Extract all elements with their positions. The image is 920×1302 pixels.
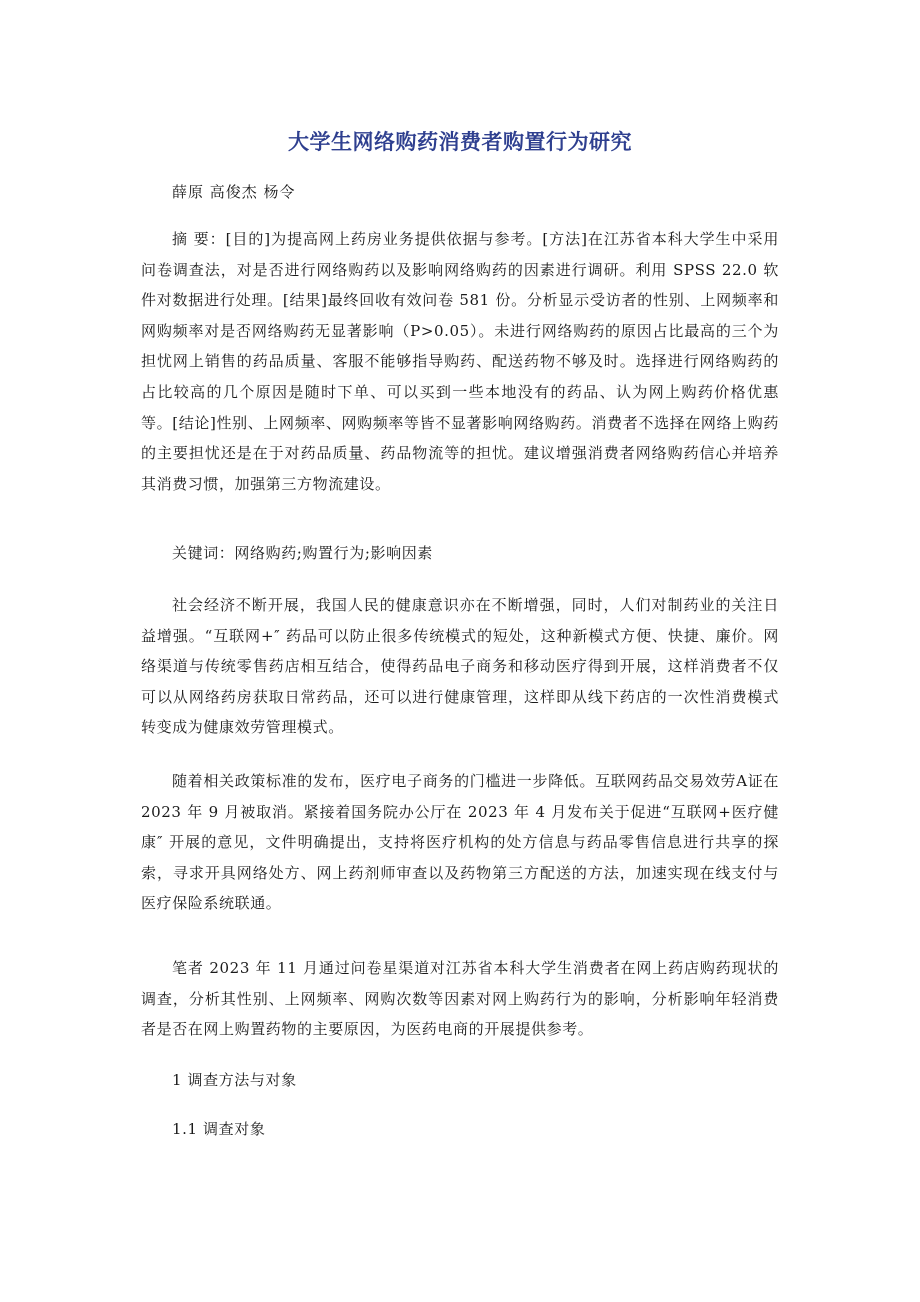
body-paragraph-3: 笔者 2023 年 11 月通过问卷星渠道对江苏省本科大学生消费者在网上药店购药现状的调查，分析其性别、上网频率、网购次数等因素对网上购药行为的影响，分析影响年轻消费者是否在网上购置药物的主要原因，为医药电商的开展提供参考。: [141, 959, 779, 1039]
body-paragraph-2: 随着相关政策标准的发布，医疗电子商务的门槛进一步降低。互联网药品交易效劳A证在 2023 年 9 月被取消。紧接着国务院办公厅在 2023 年 4 月发布关于促进“互联网+医疗健康″ 开展的意见，文件明确提出，支持将医疗机构的处方信息与药品零售信息进行共享的探索，寻求开具网络处方、网上药剂师审查以及药物第三方配送的方法，加速实现在线支付与医疗保险系统联通。: [141, 772, 779, 913]
document-title: 大学生网络购药消费者购置行为研究: [288, 130, 632, 154]
body-paragraph-1: 社会经济不断开展，我国人民的健康意识亦在不断增强，同时，人们对制药业的关注日益增强。“互联网+″ 药品可以防止很多传统模式的短处，这种新模式方便、快捷、廉价。网络渠道与传统零售药店相互结合，使得药品电子商务和移动医疗得到开展，这样消费者不仅可以从网络药房获取日常药品，还可以进行健康管理，这样即从线下药店的一次性消费模式转变成为健康效劳管理模式。: [141, 596, 779, 737]
section-heading-1: 1 调查方法与对象: [172, 1071, 297, 1089]
section-heading-1-1: 1.1 调查对象: [172, 1120, 266, 1138]
authors: 薛原 高俊杰 杨令: [172, 183, 296, 201]
keywords: 关键词：网络购药;购置行为;影响因素: [172, 544, 433, 562]
abstract: 摘 要：[目的]为提高网上药房业务提供依据与参考。[方法]在江苏省本科大学生中采用问卷调查法，对是否进行网络购药以及影响网络购药的因素进行调研。利用 SPSS 22.0 软件对数据进行处理。[结果]最终回收有效问卷 581 份。分析显示受访者的性别、上网频率和网购频率对是否网络购药无显著影响（P>0.05）。未进行网络购药的原因占比最高的三个为担忧网上销售的药品质量、客服不能够指导购药、配送药物不够及时。选择进行网络购药的占比较高的几个原因是随时下单、可以买到一些本地没有的药品、认为网上购药价格优惠等。[结论]性别、上网频率、网购频率等皆不显著影响网络购药。消费者不选择在网络上购药的主要担忧还是在于对药品质量、药品物流等的担忧。建议增强消费者网络购药信心并培养其消费习惯，加强第三方物流建设。: [141, 230, 779, 493]
